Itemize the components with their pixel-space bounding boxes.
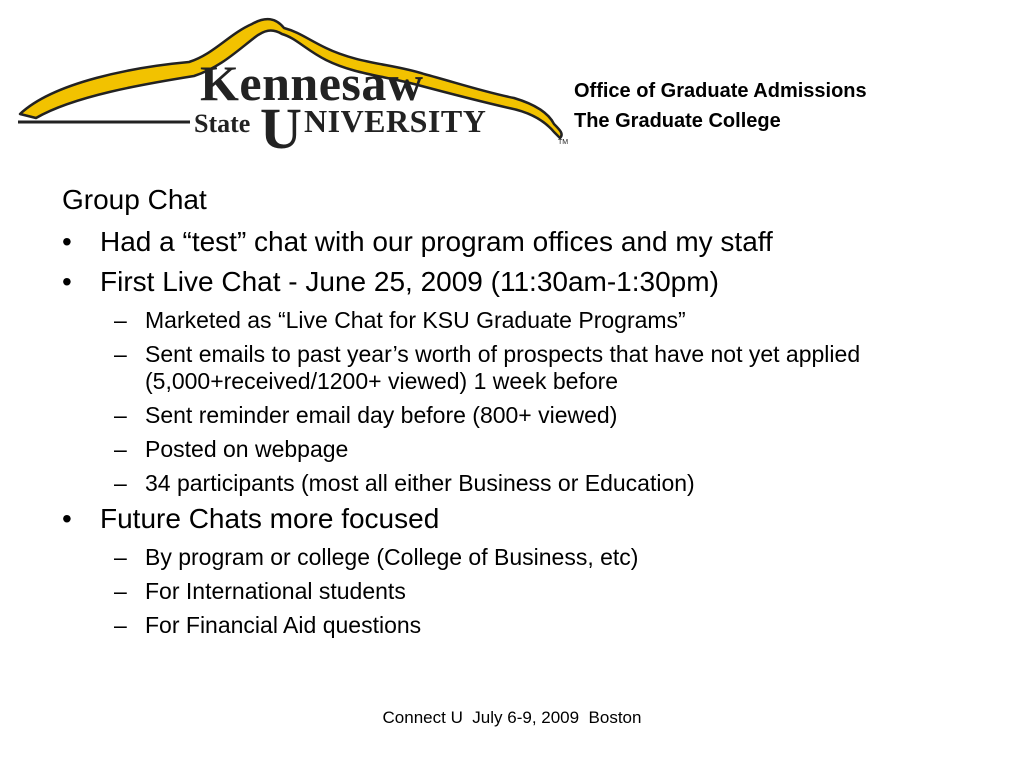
- sub-bullet-sent-emails: [62, 341, 962, 395]
- sub-bullet-marker: –: [114, 470, 127, 496]
- sub-bullet-text: For International students: [145, 578, 406, 604]
- bullet-marker: •: [62, 266, 72, 297]
- sub-bullet-text: By program or college (College of Business, etc): [145, 544, 639, 570]
- logo-state-text: State: [194, 109, 251, 138]
- sub-bullet-participants: [62, 470, 962, 497]
- sub-bullet-financial-aid: [62, 612, 962, 639]
- sub-bullet-marker: –: [114, 341, 127, 367]
- bullet-text: Future Chats more focused: [100, 503, 440, 534]
- bullet-test-chat: [62, 224, 962, 260]
- sub-bullet-international: [62, 578, 962, 605]
- header-line-office: Office of Graduate Admissions: [574, 80, 867, 102]
- sub-bullet-text: 34 participants (most all either Business or Education): [145, 470, 695, 496]
- sub-bullet-marketed: [62, 307, 962, 334]
- sub-bullet-text: Sent emails to past year’s worth of prospects that have not yet applied (5,000+received/1200+ viewed) 1 week before: [145, 341, 861, 394]
- sub-bullet-webpage: [62, 436, 962, 463]
- logo-niversity-text: NIVERSITY: [304, 103, 487, 139]
- kennesaw-state-university-logo: [14, 12, 580, 162]
- logo-big-u: U: [260, 96, 302, 161]
- sub-bullet-text: Sent reminder email day before (800+ viewed): [145, 402, 618, 428]
- sub-bullet-marker: –: [114, 578, 127, 604]
- logo-trademark: TM: [558, 139, 569, 146]
- sub-bullet-marker: –: [114, 402, 127, 428]
- sub-bullet-marker: –: [114, 307, 127, 333]
- header-office-text: [574, 76, 867, 136]
- slide-heading: Group Chat: [62, 184, 207, 215]
- bullet-text: Had a “test” chat with our program offices and my staff: [100, 226, 773, 257]
- sub-bullet-marker: –: [114, 612, 127, 638]
- sub-bullet-reminder: [62, 402, 962, 429]
- sub-bullet-marker: –: [114, 544, 127, 570]
- sub-bullet-text: For Financial Aid questions: [145, 612, 422, 638]
- slide-body: [62, 180, 962, 639]
- sub-bullet-marker: –: [114, 436, 127, 462]
- logo-kennesaw-text: Kennesaw: [200, 55, 424, 111]
- bullet-future-chats: [62, 501, 962, 537]
- bullet-text: First Live Chat - June 25, 2009 (11:30am-1:30pm): [100, 266, 719, 297]
- sub-bullet-text: Marketed as “Live Chat for KSU Graduate Programs”: [145, 307, 686, 333]
- header-line-college: The Graduate College: [574, 110, 781, 132]
- bullet-marker: •: [62, 503, 72, 534]
- sub-bullet-text: Posted on webpage: [145, 436, 349, 462]
- logo-graphic: [14, 12, 580, 162]
- sub-bullet-by-program: [62, 544, 962, 571]
- bullet-marker: •: [62, 226, 72, 257]
- slide-footer: Connect U July 6-9, 2009 Boston: [382, 708, 642, 727]
- bullet-first-live-chat: [62, 264, 962, 300]
